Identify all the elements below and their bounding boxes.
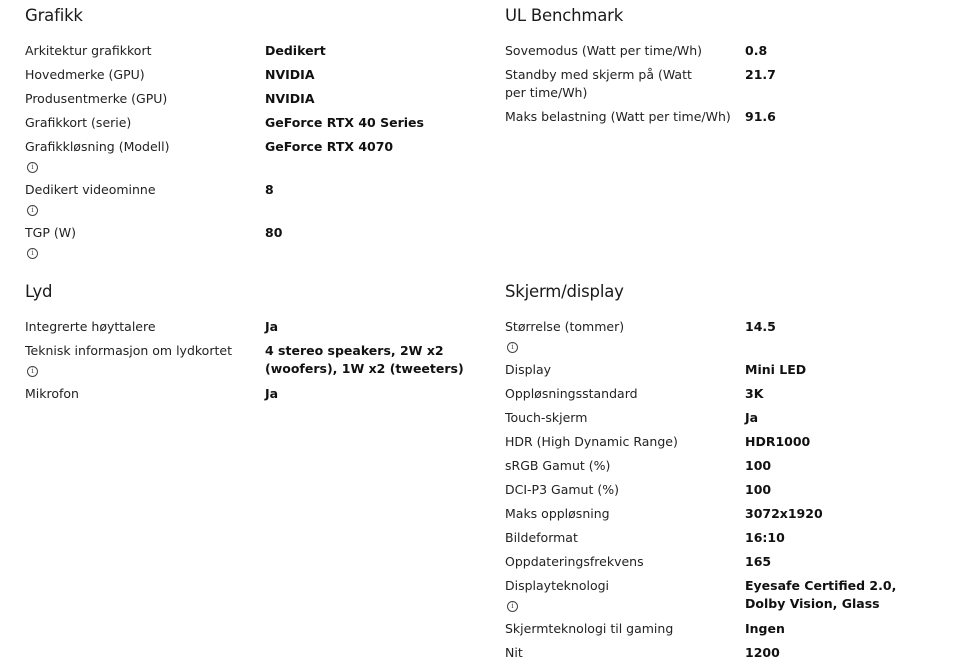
spec-label: Mikrofon bbox=[25, 386, 79, 401]
spec-label: Arkitektur grafikkort bbox=[25, 43, 152, 58]
spec-row bbox=[505, 577, 960, 614]
spec-row bbox=[25, 318, 495, 336]
section-skjerm-display bbox=[505, 282, 960, 668]
spec-label: TGP (W) bbox=[25, 225, 76, 240]
spec-label: HDR (High Dynamic Range) bbox=[505, 434, 678, 449]
spec-label: Maks belastning (Watt per time/Wh) bbox=[505, 109, 731, 124]
spec-label: Displayteknologi bbox=[505, 578, 610, 593]
spec-row bbox=[505, 318, 960, 355]
spec-label: Skjermteknologi til gaming bbox=[505, 621, 674, 636]
section-title-lyd: Lyd bbox=[25, 282, 53, 301]
spec-row bbox=[25, 385, 495, 403]
spec-label: Grafikkort (serie) bbox=[25, 115, 132, 130]
info-icon[interactable]: i bbox=[27, 162, 38, 173]
spec-label: Dedikert videominne bbox=[25, 182, 156, 197]
spec-label: Bildeformat bbox=[505, 530, 578, 545]
spec-value: 100 bbox=[745, 482, 772, 497]
spec-value: 1200 bbox=[745, 645, 780, 660]
info-icon[interactable]: i bbox=[27, 205, 38, 216]
spec-value: Ja bbox=[265, 386, 279, 401]
spec-label: Standby med skjerm på (Watt per time/Wh) bbox=[505, 67, 692, 100]
spec-label: Oppdateringsfrekvens bbox=[505, 554, 644, 569]
spec-label: sRGB Gamut (%) bbox=[505, 458, 611, 473]
spec-row bbox=[505, 457, 960, 475]
spec-value: HDR1000 bbox=[745, 434, 811, 449]
info-icon[interactable]: i bbox=[27, 248, 38, 259]
spec-label: Integrerte høyttalere bbox=[25, 319, 156, 334]
section-title-grafikk: Grafikk bbox=[25, 6, 83, 25]
spec-value: Ja bbox=[265, 319, 279, 334]
spec-row bbox=[25, 224, 495, 261]
spec-label: Størrelse (tommer) bbox=[505, 319, 625, 334]
section-lyd bbox=[25, 282, 495, 409]
spec-value: GeForce RTX 4070 bbox=[265, 139, 394, 154]
spec-row bbox=[505, 409, 960, 427]
spec-value: 165 bbox=[745, 554, 772, 569]
spec-label: Oppløsningsstandard bbox=[505, 386, 638, 401]
spec-row bbox=[25, 342, 495, 379]
spec-row bbox=[505, 529, 960, 547]
spec-label: DCI-P3 Gamut (%) bbox=[505, 482, 619, 497]
spec-label: Hovedmerke (GPU) bbox=[25, 67, 145, 82]
spec-row bbox=[25, 114, 495, 132]
spec-row bbox=[25, 66, 495, 84]
section-title-skjerm-display: Skjerm/display bbox=[505, 282, 624, 301]
spec-row bbox=[505, 385, 960, 403]
spec-row bbox=[25, 181, 495, 218]
spec-value: 100 bbox=[745, 458, 772, 473]
spec-value: 80 bbox=[265, 225, 283, 240]
spec-value: Dedikert bbox=[265, 43, 326, 58]
info-icon[interactable]: i bbox=[507, 342, 518, 353]
spec-value: Eyesafe Certified 2.0, Dolby Vision, Glass bbox=[745, 578, 897, 611]
spec-value: NVIDIA bbox=[265, 67, 315, 82]
spec-row bbox=[505, 505, 960, 523]
info-icon[interactable]: i bbox=[27, 366, 38, 377]
spec-label: Teknisk informasjon om lydkortet bbox=[25, 343, 232, 358]
spec-value: NVIDIA bbox=[265, 91, 315, 106]
spec-value: 3K bbox=[745, 386, 764, 401]
spec-label: Display bbox=[505, 362, 552, 377]
spec-value: 91.6 bbox=[745, 109, 776, 124]
spec-value: Mini LED bbox=[745, 362, 807, 377]
spec-label: Produsentmerke (GPU) bbox=[25, 91, 168, 106]
section-title-ul-benchmark: UL Benchmark bbox=[505, 6, 624, 25]
spec-row bbox=[505, 433, 960, 451]
spec-row bbox=[25, 138, 495, 175]
spec-row bbox=[505, 644, 960, 662]
spec-value: Ingen bbox=[745, 621, 785, 636]
spec-row bbox=[505, 620, 960, 638]
spec-value: 8 bbox=[265, 182, 274, 197]
spec-value: 16:10 bbox=[745, 530, 785, 545]
info-icon[interactable]: i bbox=[507, 601, 518, 612]
spec-row bbox=[505, 42, 960, 60]
spec-value: 14.5 bbox=[745, 319, 776, 334]
spec-value: 21.7 bbox=[745, 67, 776, 82]
section-grafikk bbox=[25, 6, 495, 267]
spec-value: 0.8 bbox=[745, 43, 768, 58]
spec-value: 3072x1920 bbox=[745, 506, 823, 521]
spec-row bbox=[25, 42, 495, 60]
spec-row bbox=[505, 553, 960, 571]
spec-label: Maks oppløsning bbox=[505, 506, 610, 521]
spec-row bbox=[505, 108, 960, 126]
spec-row bbox=[505, 481, 960, 499]
spec-row bbox=[505, 66, 960, 102]
section-ul-benchmark bbox=[505, 6, 960, 132]
spec-row bbox=[25, 90, 495, 108]
spec-label: Touch-skjerm bbox=[505, 410, 588, 425]
spec-value: GeForce RTX 40 Series bbox=[265, 115, 424, 130]
spec-value: Ja bbox=[745, 410, 759, 425]
spec-label: Nit bbox=[505, 645, 523, 660]
spec-label: Grafikkløsning (Modell) bbox=[25, 139, 170, 154]
spec-row bbox=[505, 361, 960, 379]
spec-value: 4 stereo speakers, 2W x2 (woofers), 1W x2 (tweeters) bbox=[265, 343, 464, 376]
spec-label: Sovemodus (Watt per time/Wh) bbox=[505, 43, 703, 58]
